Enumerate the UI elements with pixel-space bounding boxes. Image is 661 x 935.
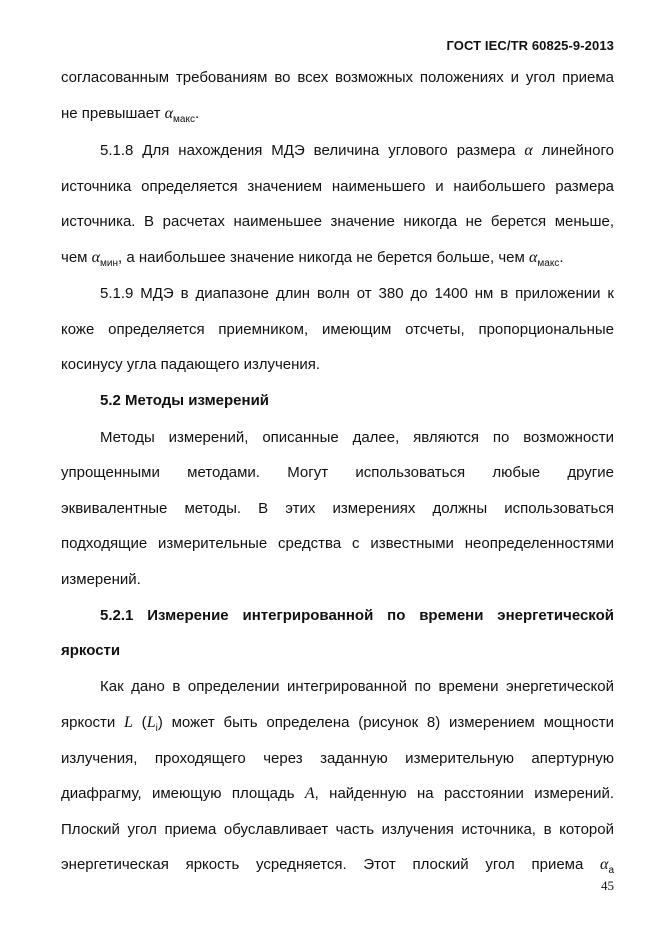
document-header: ГОСТ IEC/TR 60825-9-2013 [446,38,614,53]
text-span: . [194,105,200,122]
subscript: макс [537,258,560,269]
text-line: упрощенными методами. Могут использоваться любые другие [61,464,614,481]
text-line: коже определяется приемником, имеющим отсчеты, пропорциональные [61,321,614,338]
text-line [61,713,614,735]
alpha-symbol: α [529,249,538,266]
text-line [61,248,614,270]
subscript: a [608,865,614,876]
text-line: источника определяется значением наименьшего и наибольшего размера [61,178,614,195]
text-span: . [559,249,564,266]
text-line: подходящие измерительные средства с известными неопределенностями [61,535,614,552]
text-line [61,855,614,877]
text-span: 5.1.8 Для нахождения МДЭ величина углового размера [100,142,525,159]
radiance-symbol: L [146,714,156,731]
text-line: Методы измерений, описанные далее, являются по возможности [100,429,614,446]
text-line [100,141,614,161]
area-symbol: A [304,785,315,802]
text-span: диафрагму, имеющую площадь [61,785,305,802]
text-line [61,104,614,126]
text-line: источника. В расчетах наименьшее значение никогда не берется меньше, [61,213,614,230]
text-line: согласованным требованиям во всех возможных положениях и угол приема [61,69,614,86]
text-span: , а наибольшее значение никогда не берется больше, чем [118,249,529,266]
text-span: не превышает [61,105,165,122]
text-span: чем [61,249,92,266]
alpha-symbol: α [600,856,609,873]
text-line: Как дано в определении интегрированной по времени энергетической [100,678,614,695]
text-line [61,784,614,804]
subscript: i [155,723,158,734]
text-span: ) может быть определена (рисунок 8) измерением мощности [157,714,614,731]
page-number: 45 [601,878,614,893]
subsection-heading: яркости [61,642,121,659]
alpha-symbol: α [524,142,533,159]
text-line: косинусу угла падающего излучения. [61,356,321,373]
text-span: линейного [532,142,614,159]
text-line: измерений. [61,571,141,588]
text-span: ( [132,714,147,731]
text-span: энергетическая яркость усредняется. Этот плоский угол приема [61,856,601,873]
subscript: макс [173,114,195,125]
text-line: 5.1.9 МДЭ в диапазоне длин волн от 380 до 1400 нм в приложении к [100,285,614,302]
section-heading: 5.2 Методы измерений [100,392,270,409]
radiance-symbol: L [124,714,133,731]
text-span: яркости [61,714,125,731]
text-line: эквивалентные методы. В этих измерениях должны использоваться [61,500,614,517]
alpha-symbol: α [91,249,101,266]
text-span: , найденную на расстоянии измерений. [314,785,614,802]
text-line: Плоский угол приема обуславливает часть излучения источника, в которой [61,821,614,838]
subsection-heading: 5.2.1 Измерение интегрированной по времени энергетической [100,607,614,624]
text-line: излучения, проходящего через заданную измерительную апертурную [61,750,614,767]
subscript: мин [100,258,119,269]
alpha-symbol: α [164,105,174,122]
